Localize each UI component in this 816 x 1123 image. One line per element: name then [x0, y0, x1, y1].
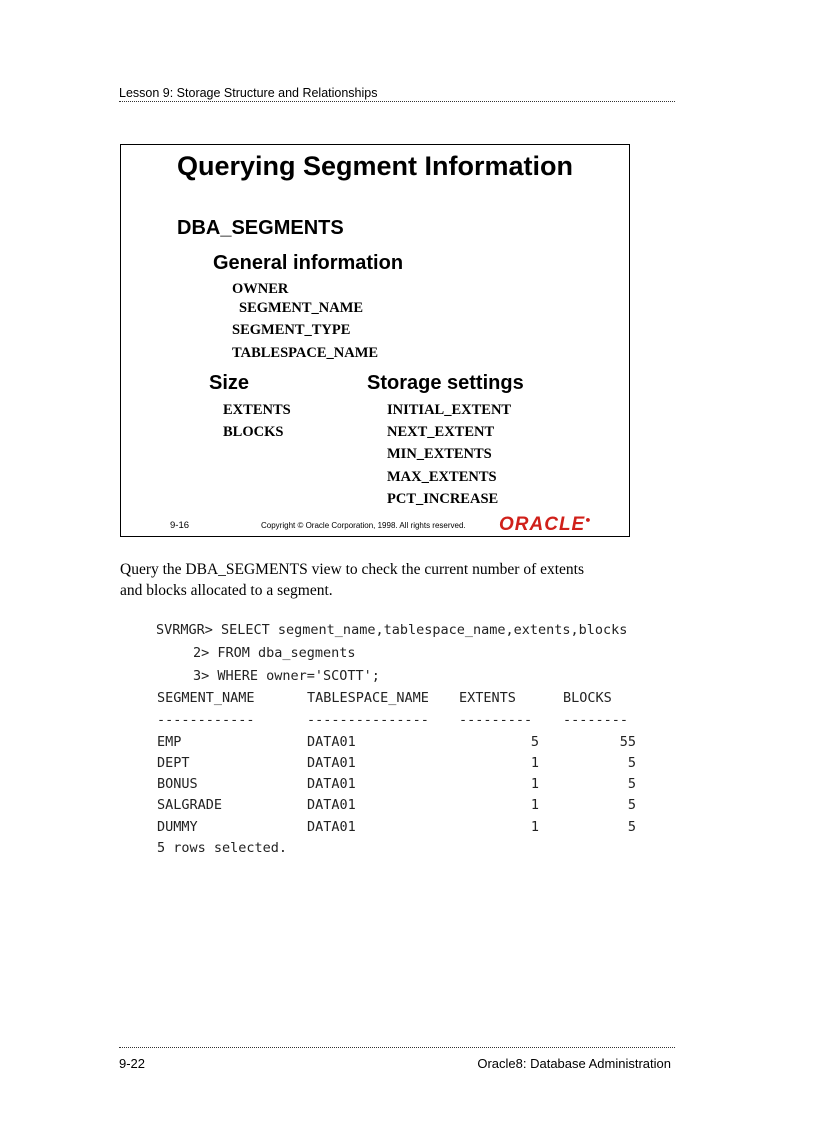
cell-tablespace: DATA01: [307, 819, 356, 835]
code-line: SVRMGR> SELECT segment_name,tablespace_name,extents,blocks: [156, 622, 628, 638]
paragraph-line: and blocks allocated to a segment.: [120, 582, 333, 599]
running-header: Lesson 9: Storage Structure and Relationships: [119, 86, 378, 100]
cell-segment-name: SALGRADE: [157, 797, 223, 813]
code-line: 3> WHERE owner='SCOTT';: [193, 668, 380, 684]
slide-title: Querying Segment Information: [176, 151, 574, 181]
size-item: BLOCKS: [223, 424, 284, 440]
cell-tablespace: DATA01: [307, 776, 356, 792]
cell-blocks: 5: [627, 776, 636, 792]
general-info-heading: General information: [213, 252, 404, 274]
slide-section-heading: DBA_SEGMENTS: [177, 217, 344, 239]
cell-extents: 5: [530, 734, 539, 750]
cell-extents: 1: [530, 819, 539, 835]
cell-blocks: 5: [627, 797, 636, 813]
general-item: OWNER: [232, 281, 289, 297]
column-separator: --------: [563, 712, 629, 728]
body-paragraph: [120, 559, 640, 601]
cell-tablespace: DATA01: [307, 734, 356, 750]
column-header: SEGMENT_NAME: [157, 690, 255, 706]
cell-segment-name: DEPT: [157, 755, 190, 771]
book-title: Oracle8: Database Administration: [477, 1056, 671, 1071]
header-divider: [119, 101, 675, 102]
size-item: EXTENTS: [223, 402, 291, 418]
storage-item: NEXT_EXTENT: [387, 424, 495, 440]
slide-copyright: Copyright © Oracle Corporation, 1998. All rights reserved.: [261, 521, 466, 530]
code-line: 2> FROM dba_segments: [193, 645, 356, 661]
general-item: SEGMENT_NAME: [239, 300, 364, 316]
size-heading: Size: [209, 372, 250, 394]
column-separator: ---------: [459, 712, 533, 728]
cell-segment-name: DUMMY: [157, 819, 198, 835]
cell-segment-name: EMP: [157, 734, 182, 750]
storage-item: MIN_EXTENTS: [387, 446, 492, 462]
general-item: TABLESPACE_NAME: [232, 345, 379, 361]
storage-settings-heading: Storage settings: [367, 372, 524, 394]
cell-blocks: 55: [619, 734, 636, 750]
column-header: BLOCKS: [563, 690, 612, 706]
storage-item: MAX_EXTENTS: [387, 469, 497, 485]
cell-extents: 1: [530, 797, 539, 813]
slide-number: 9-16: [170, 520, 190, 531]
cell-blocks: 5: [627, 755, 636, 771]
column-separator: ---------------: [307, 712, 429, 728]
footer-divider: [119, 1047, 675, 1048]
column-header: TABLESPACE_NAME: [307, 690, 429, 706]
paragraph-line: Query the DBA_SEGMENTS view to check the current number of extents: [120, 561, 585, 578]
cell-extents: 1: [530, 776, 539, 792]
rows-selected-message: 5 rows selected.: [157, 840, 288, 856]
storage-item: INITIAL_EXTENT: [387, 402, 512, 418]
cell-tablespace: DATA01: [307, 755, 356, 771]
column-separator: ------------: [157, 712, 255, 728]
slide-frame: [120, 144, 630, 537]
cell-tablespace: DATA01: [307, 797, 356, 813]
general-item: SEGMENT_TYPE: [232, 322, 351, 338]
oracle-logo-text: ORACLE: [499, 514, 586, 535]
column-header: EXTENTS: [459, 690, 516, 706]
cell-segment-name: BONUS: [157, 776, 198, 792]
oracle-logo: [499, 514, 592, 536]
storage-item: PCT_INCREASE: [387, 491, 499, 507]
page-number: 9-22: [119, 1056, 146, 1071]
logo-mark-icon: ●: [585, 514, 592, 525]
cell-blocks: 5: [627, 819, 636, 835]
cell-extents: 1: [530, 755, 539, 771]
